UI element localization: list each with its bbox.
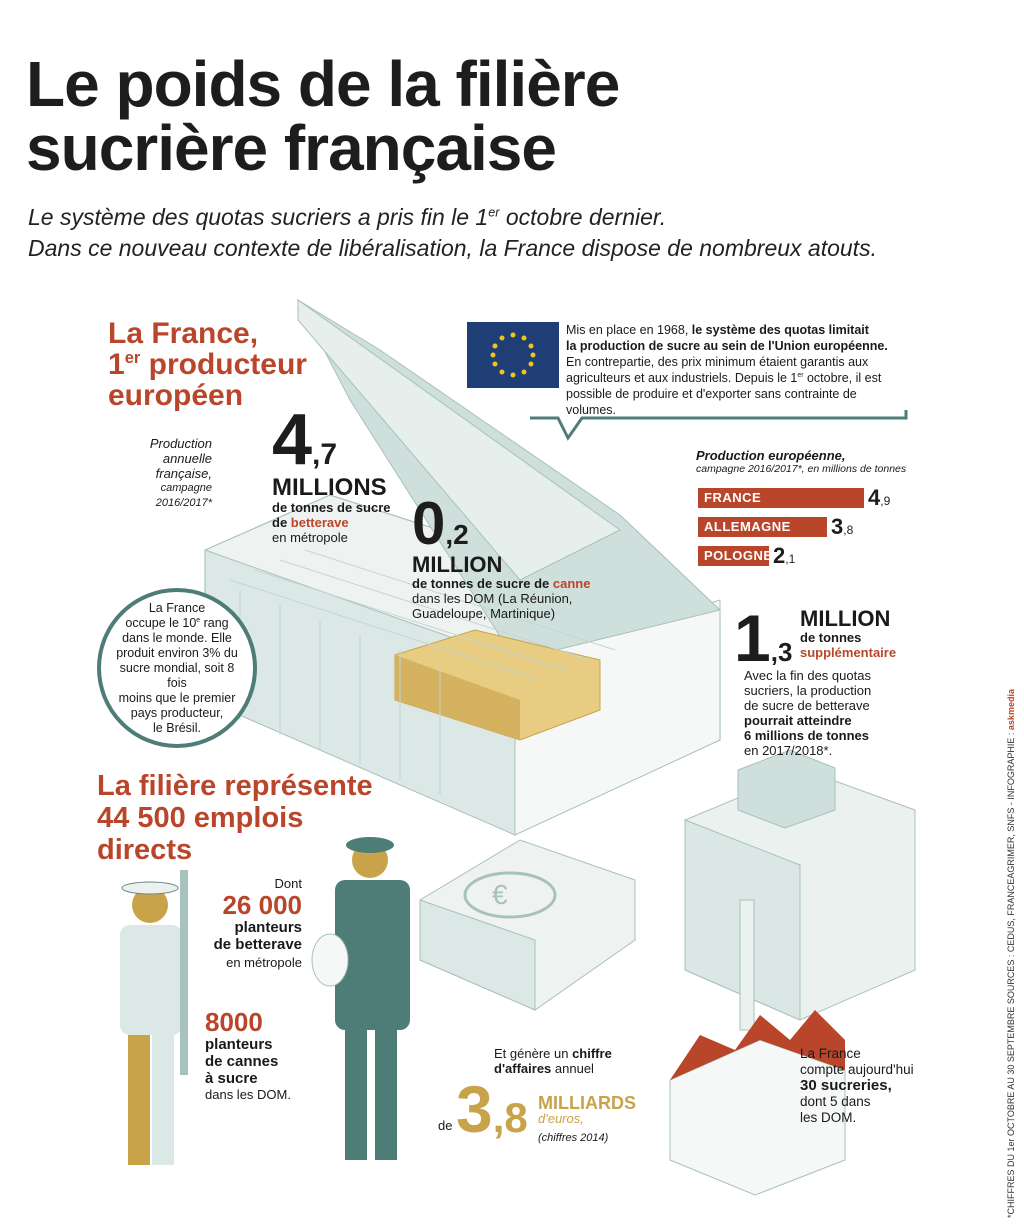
beet-l2b: betterave — [290, 515, 349, 530]
speech-bubble-line — [528, 410, 910, 442]
revenue-int: 3 — [456, 1072, 493, 1146]
cane-l3: Guadeloupe, Martinique) — [412, 606, 556, 621]
eu-l1b: le système des quotas limitait — [691, 323, 869, 337]
revenue-unit2: d'euros, — [538, 1111, 584, 1126]
title-line-1: Le poids de la filière — [26, 48, 620, 120]
beet-stat — [272, 400, 391, 545]
revenue-l1a: Et génère un — [494, 1046, 573, 1061]
france-heading-sup: er — [124, 349, 141, 367]
cane-stat — [412, 490, 591, 621]
cane-int: 0 — [412, 490, 446, 557]
cane-unit: MILLION — [412, 552, 503, 577]
chart-header — [696, 448, 906, 475]
eu-l3: En contrepartie, des prix minimum étaient garantis aux — [566, 355, 869, 369]
cane-planters-num: 8000 — [205, 1007, 263, 1037]
cane-l2: dans les DOM (La Réunion, — [412, 591, 573, 606]
cane-planters-l3: à sucre — [205, 1070, 258, 1087]
cane-planters-l4: dans les DOM. — [205, 1087, 291, 1102]
cane-l1b: canne — [552, 576, 591, 591]
factories-l1: La France — [800, 1046, 861, 1061]
subtitle-line-2: Dans ce nouveau contexte de libéralisation, la France dispose de nombreux atouts. — [28, 235, 877, 261]
planters-num: 26 000 — [222, 890, 302, 920]
source-credit — [1004, 689, 1018, 1220]
revenue-l2a: d'affaires — [494, 1061, 552, 1076]
svg-text:€: € — [492, 879, 508, 910]
circle-l2sup: e — [196, 616, 201, 624]
cane-l1a: de tonnes de sucre de — [412, 576, 553, 591]
money-stack-illustration — [420, 840, 635, 1010]
extra-paragraph — [744, 668, 871, 758]
bar-france: FRANCE — [698, 488, 864, 508]
cane-planters-l2: de cannes — [205, 1053, 279, 1070]
revenue-dec: ,8 — [492, 1094, 528, 1141]
source-text: *CHIFFRES DU 1er OCTOBRE AU 30 SEPTEMBRE SOURCES : CEDUS, FRANCEAGRIMER, SNFS - INFOGRAPHIE : askmedia — [1006, 689, 1016, 1218]
production-bar-chart — [698, 485, 918, 578]
cane-planters-l1: planteurs — [205, 1036, 273, 1053]
circle-l5: sucre mondial, soit 8 fois — [119, 660, 235, 690]
beet-planters — [200, 876, 302, 970]
source-brand: askmedia — [1006, 689, 1016, 731]
extra-dec: ,3 — [770, 637, 793, 667]
chart-subtitle: campagne 2016/2017*, en millions de tonnes — [696, 463, 907, 475]
factories-l4: dont 5 dans — [800, 1094, 871, 1109]
revenue-number — [456, 1072, 528, 1146]
bar-pologne: POLOGNE — [698, 546, 769, 566]
eu-quota-box — [566, 322, 906, 418]
extra-p2: sucriers, la production — [744, 683, 872, 698]
beet-unit: MILLIONS — [272, 474, 387, 501]
planters-dont: Dont — [274, 876, 302, 891]
beet-dec: ,7 — [312, 438, 338, 471]
subtitle-text-end: octobre dernier. — [499, 204, 667, 230]
eu-l2: la production de sucre au sein de l'Union européenne. — [566, 339, 888, 353]
jobs-heading — [97, 770, 373, 866]
extra-l2: supplémentaire — [800, 645, 897, 660]
extra-p4: pourrait atteindre — [744, 713, 852, 728]
circle-l2a: occupe le 10 — [125, 615, 197, 630]
sugar-cubes-illustration — [685, 750, 915, 1020]
eu-l5: possible de produire et d'exporter sans contrainte de volumes. — [566, 387, 857, 417]
world-rank-circle — [97, 588, 257, 748]
extra-int: 1 — [734, 601, 771, 675]
jobs-l1: La filière représente — [97, 770, 373, 802]
eu-flag-icon — [467, 322, 559, 388]
factories-l3: 30 sucreries, — [800, 1077, 892, 1094]
page-title — [26, 48, 620, 184]
revenue-l2b: annuel — [551, 1061, 594, 1076]
revenue-note: (chiffres 2014) — [538, 1132, 609, 1144]
chart-title: Production européenne, — [696, 448, 846, 463]
beet-l3: en métropole — [272, 530, 348, 545]
jobs-l3: directs — [97, 834, 193, 866]
bar-allemagne: ALLEMAGNE — [698, 517, 827, 537]
planters-l3: en métropole — [226, 955, 302, 970]
circle-l4: produit environ 3% du — [116, 645, 238, 660]
circle-l8: le Brésil. — [153, 720, 201, 735]
bar-value-pologne: 2,1 — [773, 543, 796, 568]
extra-p1: Avec la fin des quotas — [744, 668, 871, 683]
page-subtitle — [28, 202, 877, 264]
extra-p6: en 2017/2018*. — [744, 743, 833, 758]
production-label — [118, 436, 212, 511]
eu-l1a: Mis en place en 1968, — [566, 323, 692, 337]
factories-text — [800, 1046, 914, 1126]
production-label-l5: 2016/2017* — [155, 497, 212, 509]
bar-value-allemagne: 3,8 — [831, 514, 854, 539]
revenue-unit — [538, 1094, 636, 1126]
eu-l4sup: er — [797, 371, 804, 379]
jobs-l2: 44 500 emplois — [97, 802, 304, 834]
extra-stat — [734, 601, 793, 675]
france-heading-l2b: producteur — [140, 348, 307, 381]
eu-l4b: octobre, il est — [803, 371, 882, 385]
revenue-l1b: chiffre — [572, 1046, 612, 1061]
france-heading — [108, 318, 307, 411]
eu-l4a: agriculteurs et aux industriels. Depuis le 1 — [566, 371, 798, 385]
production-label-l4: campagne — [160, 482, 212, 494]
extra-unit-text: MILLION — [800, 606, 891, 631]
extra-p3: de sucre de betterave — [744, 698, 870, 713]
circle-l2b: rang — [200, 615, 229, 630]
title-line-2: sucrière française — [26, 112, 556, 184]
circle-l7: pays producteur, — [130, 705, 224, 720]
planters-l2: de betterave — [213, 936, 302, 953]
circle-l3: dans le monde. Elle — [122, 630, 232, 645]
france-heading-l2a: 1 — [108, 348, 125, 381]
factories-l2: compte aujourd'hui — [800, 1062, 914, 1077]
cane-planters — [205, 1008, 291, 1102]
production-label-l2: annuelle — [162, 451, 212, 466]
circle-l6: moins que le premier — [118, 690, 236, 705]
extra-unit — [800, 608, 896, 660]
france-heading-l3: européen — [108, 379, 244, 412]
planters-l1: planteurs — [234, 919, 302, 936]
cane-dec: ,2 — [445, 519, 469, 550]
subtitle-sup: er — [488, 205, 500, 220]
beet-l2a: de — [272, 515, 291, 530]
bar-value-france: 4,9 — [868, 485, 891, 510]
production-label-l3: française, — [155, 466, 212, 481]
france-heading-l1: La France, — [108, 317, 259, 350]
revenue-de: de — [438, 1118, 453, 1133]
production-label-l1: Production — [149, 436, 212, 451]
revenue-unit-text: MILLIARDS — [538, 1093, 636, 1113]
extra-p5: 6 millions de tonnes — [744, 728, 869, 743]
circle-l1: La France — [148, 600, 206, 615]
extra-l1: de tonnes — [800, 630, 862, 645]
revenue-label — [494, 1046, 612, 1076]
beet-int: 4 — [272, 400, 313, 480]
factories-l5: les DOM. — [800, 1110, 857, 1125]
beet-l1: de tonnes de sucre — [272, 500, 391, 515]
subtitle-text: Le système des quotas sucriers a pris fin le 1 — [28, 204, 489, 230]
